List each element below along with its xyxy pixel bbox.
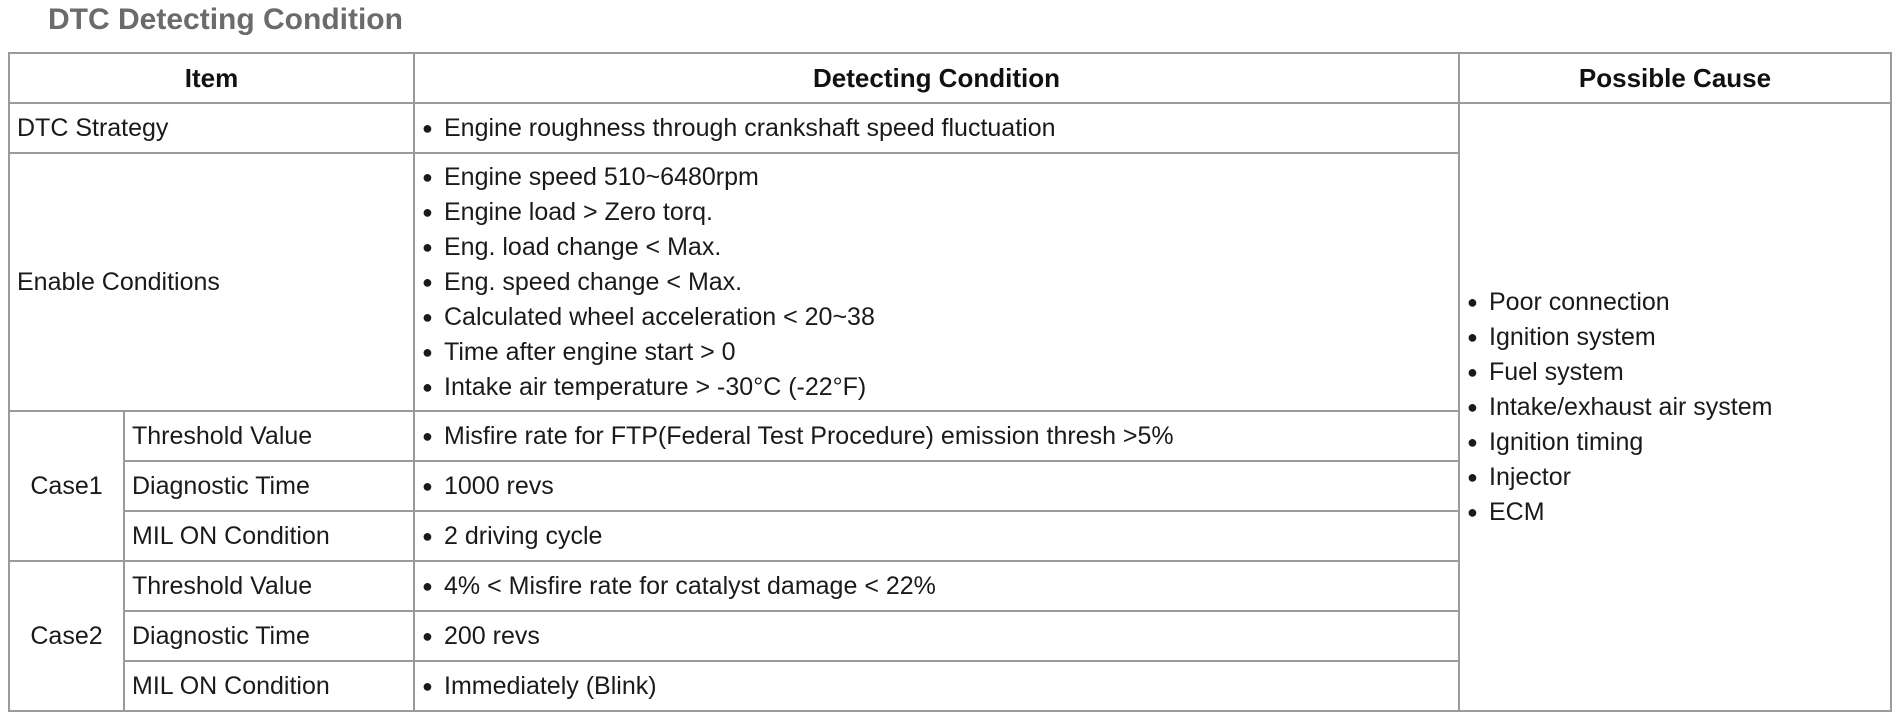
dtc-strategy-value: ● Engine roughness through crankshaft speed fluctuation bbox=[414, 103, 1459, 153]
possible-cause-item: ● Ignition timing bbox=[1467, 425, 1883, 460]
case1-threshold-value: ● Misfire rate for FTP(Federal Test Procedure) emission thresh >5% bbox=[414, 411, 1459, 461]
dtc-strategy-label: DTC Strategy bbox=[9, 103, 414, 153]
case1-mil-value: ● 2 driving cycle bbox=[414, 511, 1459, 561]
possible-cause-item: ● ECM bbox=[1467, 495, 1883, 530]
case2-mil-label: MIL ON Condition bbox=[124, 661, 414, 711]
header-possible-cause: Possible Cause bbox=[1459, 53, 1891, 103]
enable-condition-item: ● Time after engine start > 0 bbox=[422, 335, 1451, 370]
case2-diagnostic-time-value: ● 200 revs bbox=[414, 611, 1459, 661]
case2-threshold-label: Threshold Value bbox=[124, 561, 414, 611]
possible-cause-item: ● Intake/exhaust air system bbox=[1467, 390, 1883, 425]
enable-conditions-label: Enable Conditions bbox=[9, 153, 414, 411]
possible-cause-item: ● Ignition system bbox=[1467, 320, 1883, 355]
case2-label: Case2 bbox=[9, 561, 124, 711]
enable-condition-item: ● Intake air temperature > -30°C (-22°F) bbox=[422, 370, 1451, 405]
case2-diagnostic-time-label: Diagnostic Time bbox=[124, 611, 414, 661]
enable-condition-item: ● Engine load > Zero torq. bbox=[422, 195, 1451, 230]
enable-condition-item: ● Engine speed 510~6480rpm bbox=[422, 160, 1451, 195]
possible-cause-item: ● Poor connection bbox=[1467, 285, 1883, 320]
page-title: DTC Detecting Condition bbox=[48, 3, 403, 36]
possible-cause-item: ● Fuel system bbox=[1467, 355, 1883, 390]
table-header-row bbox=[9, 53, 1891, 103]
possible-cause-list bbox=[1467, 285, 1883, 530]
case2-mil-value: ● Immediately (Blink) bbox=[414, 661, 1459, 711]
table-row-dtc-strategy bbox=[9, 103, 1891, 153]
header-item: Item bbox=[9, 53, 414, 103]
enable-condition-item: ● Eng. speed change < Max. bbox=[422, 265, 1451, 300]
dtc-table bbox=[8, 52, 1892, 712]
case1-label: Case1 bbox=[9, 411, 124, 561]
enable-conditions-cell bbox=[414, 153, 1459, 411]
case1-threshold-label: Threshold Value bbox=[124, 411, 414, 461]
case2-threshold-value: ● 4% < Misfire rate for catalyst damage < 22% bbox=[414, 561, 1459, 611]
case1-diagnostic-time-label: Diagnostic Time bbox=[124, 461, 414, 511]
possible-cause-item: ● Injector bbox=[1467, 460, 1883, 495]
enable-condition-item: ● Calculated wheel acceleration < 20~38 bbox=[422, 300, 1451, 335]
header-detecting-condition: Detecting Condition bbox=[414, 53, 1459, 103]
enable-condition-item: ● Eng. load change < Max. bbox=[422, 230, 1451, 265]
possible-cause-cell bbox=[1459, 103, 1891, 711]
case1-diagnostic-time-value: ● 1000 revs bbox=[414, 461, 1459, 511]
case1-mil-label: MIL ON Condition bbox=[124, 511, 414, 561]
enable-conditions-list bbox=[422, 160, 1451, 405]
